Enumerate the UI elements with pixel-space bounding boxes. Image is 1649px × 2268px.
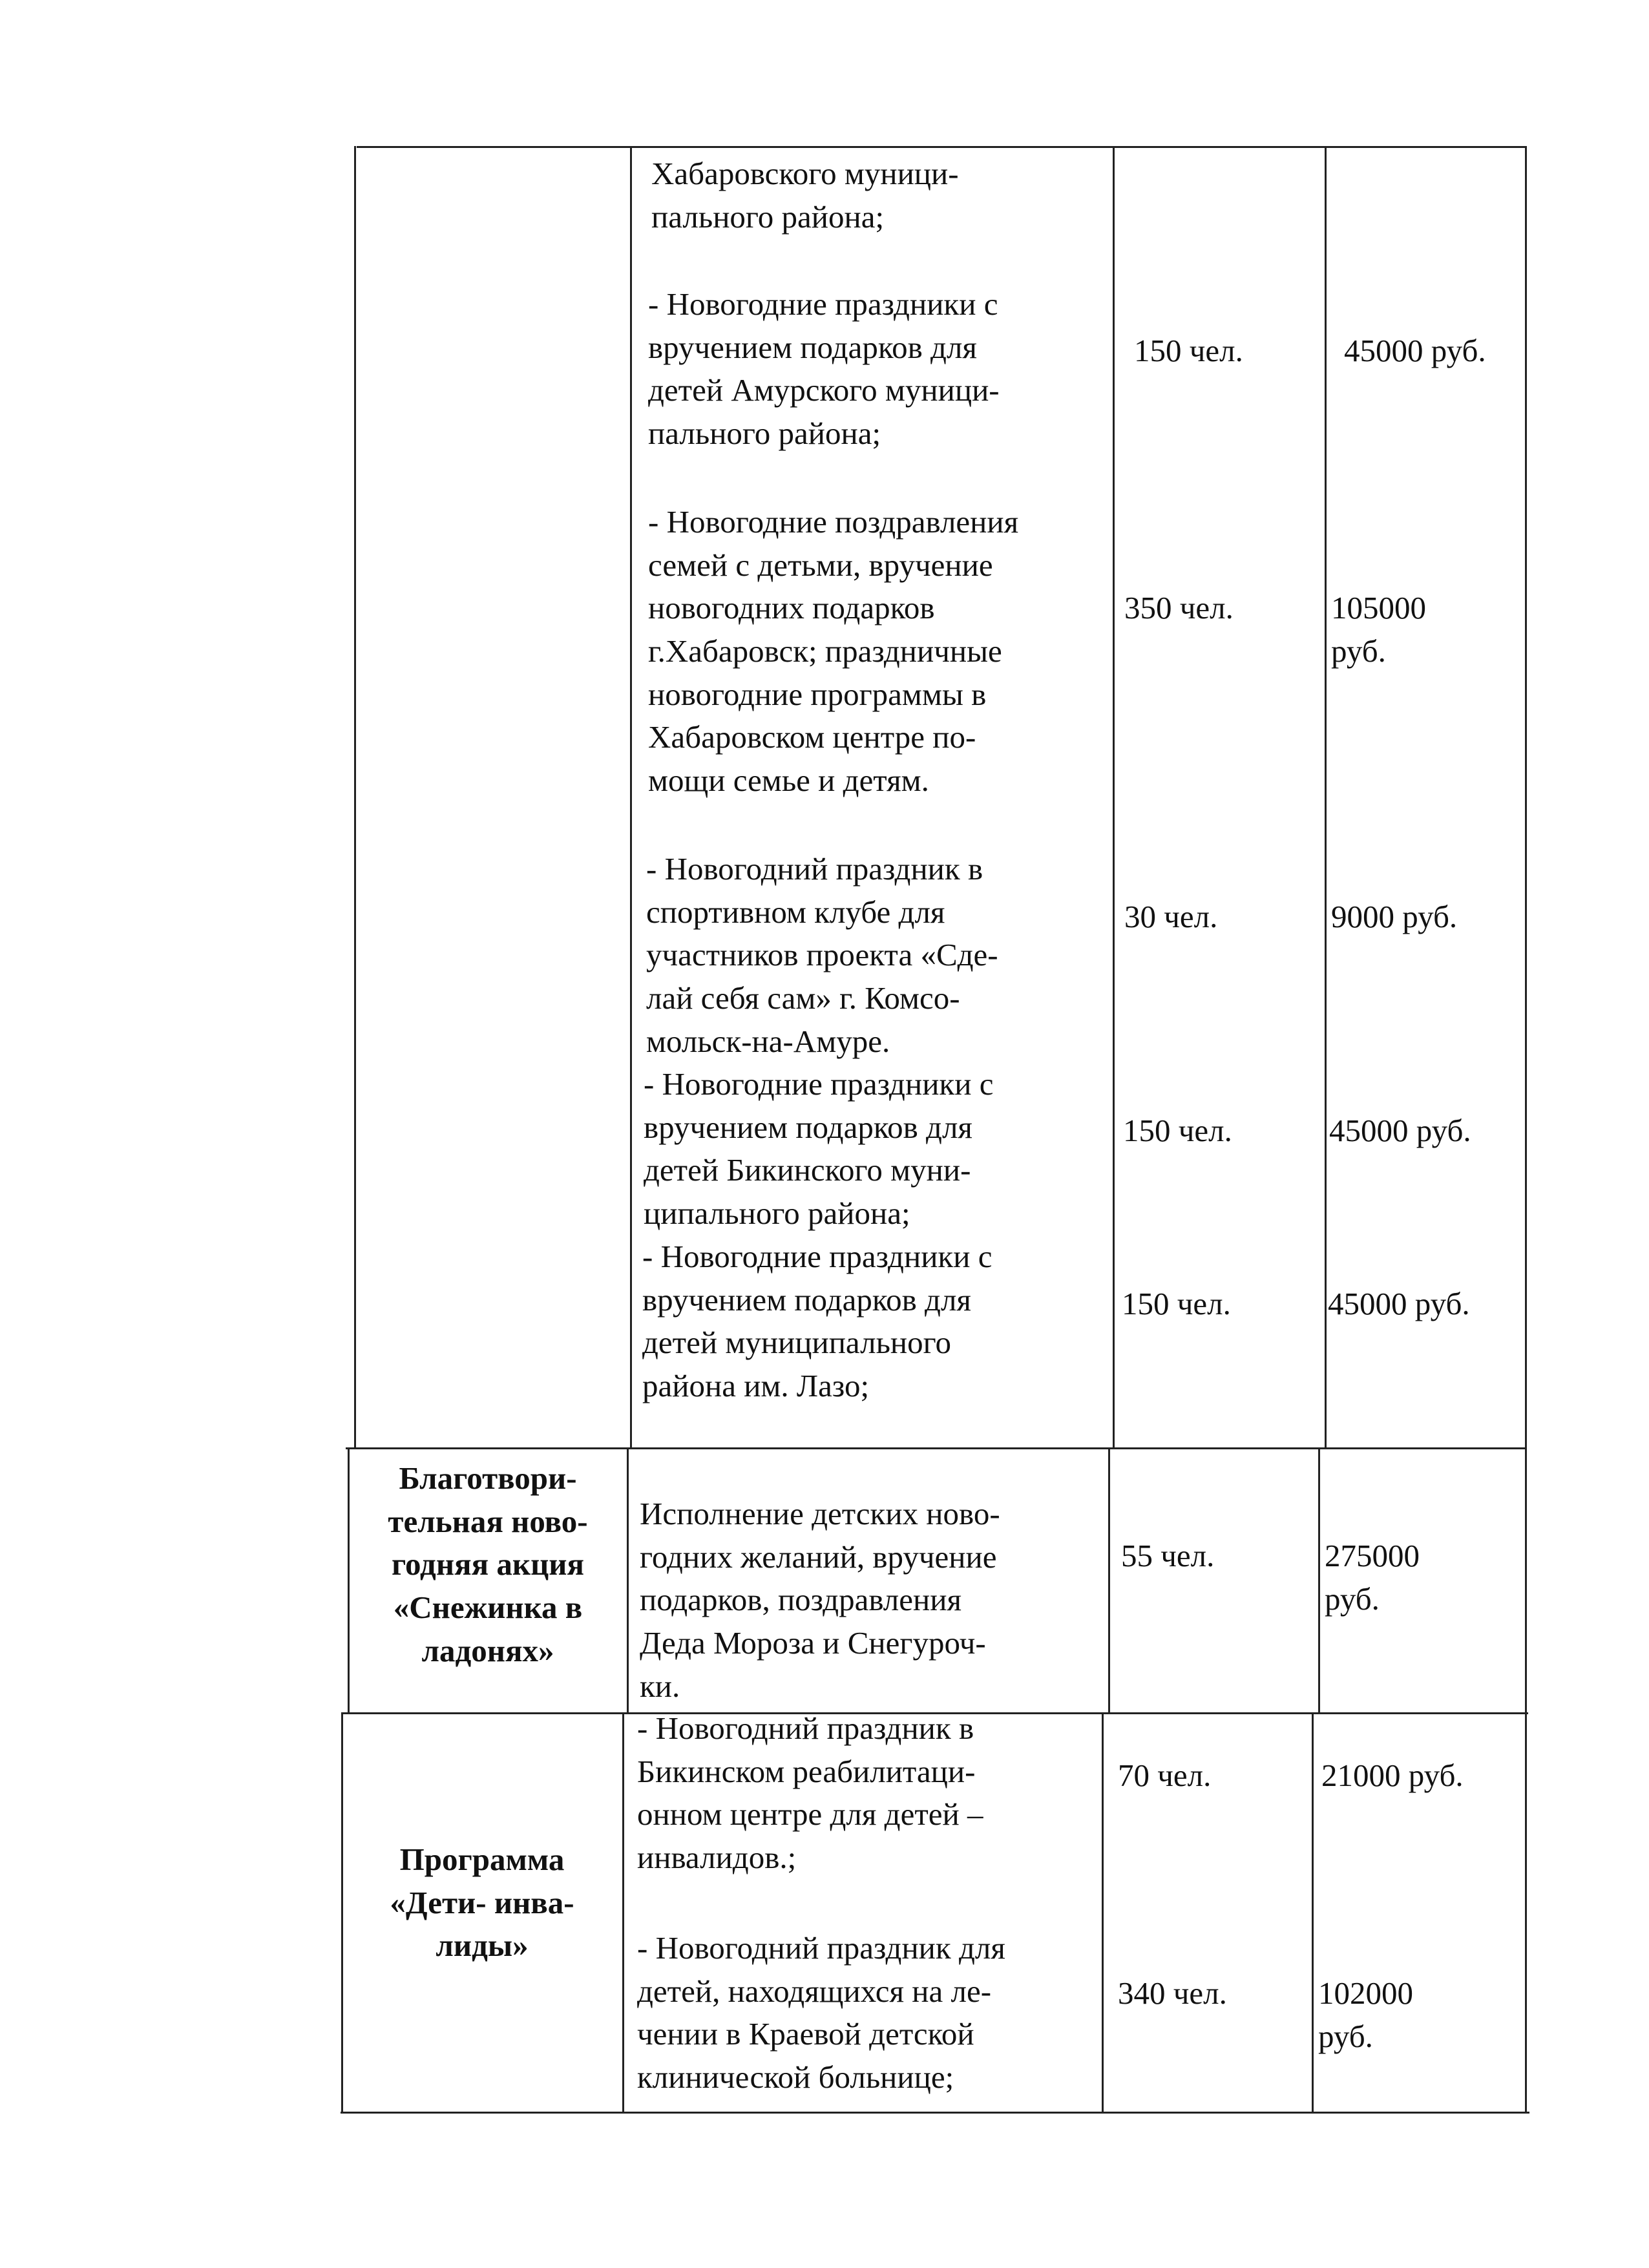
event-name-cell: Программа «Дети- инва- лиды» xyxy=(390,1842,574,1964)
column-divider-2 xyxy=(1113,146,1115,1447)
column-divider-2 xyxy=(1102,1712,1104,2113)
table-border-left xyxy=(354,146,356,1447)
column-divider-3 xyxy=(1325,146,1327,1447)
table-border-right xyxy=(1525,146,1527,2114)
amount-cell: 9000 руб. xyxy=(1331,899,1458,934)
description-cell: - Новогодние праздники с вручением подарков для детей муниципального района им. Лазо; xyxy=(642,1239,993,1404)
column-divider-1 xyxy=(622,1712,624,2113)
amount-cell: 102000 руб. xyxy=(1318,1975,1413,2054)
description-cell: - Новогодние праздники с вручением подарков для детей Амурского муници- пального района; xyxy=(648,286,1000,452)
table-border-bottom xyxy=(341,2112,1529,2114)
description-cell: - Новогодний праздник в Бикинском реабилитаци- онном центре для детей – инвалидов.; xyxy=(637,1710,983,1876)
participants-cell: 55 чел. xyxy=(1121,1538,1215,1573)
column-divider-2 xyxy=(1108,1447,1110,1712)
column-divider-1 xyxy=(627,1447,629,1712)
amount-cell: 45000 руб. xyxy=(1329,1113,1471,1148)
participants-cell: 350 чел. xyxy=(1124,590,1234,625)
description-cell: Хабаровского муници- пального района; xyxy=(651,156,959,235)
amount-cell: 45000 руб. xyxy=(1344,333,1486,368)
amount-cell: 21000 руб. xyxy=(1321,1758,1464,1793)
column-divider-3 xyxy=(1312,1712,1314,2113)
amount-cell: 45000 руб. xyxy=(1328,1286,1470,1321)
description-cell: Исполнение детских ново- годних желаний, вручение подарков, поздравления Деда Мороза и Снегуроч- ки. xyxy=(640,1496,1000,1704)
description-cell: - Новогодние праздники с вручением подарков для детей Бикинского муни- ципального района; xyxy=(644,1066,994,1232)
amount-cell: 105000 руб. xyxy=(1331,590,1426,669)
participants-cell: 150 чел. xyxy=(1123,1113,1232,1148)
description-cell: - Новогодний праздник для детей, находящихся на ле- чении в Краевой детской клинической больнице; xyxy=(637,1930,1005,2095)
participants-cell: 150 чел. xyxy=(1122,1286,1231,1321)
description-cell: - Новогодний праздник в спортивном клубе для участников проекта «Сде- лай себя сам» г. Комсо- мольск-на-Амуре. xyxy=(646,851,998,1059)
amount-cell: 275000 руб. xyxy=(1325,1538,1420,1617)
event-name-cell: Благотвори- тельная ново- годняя акция «Снежинка в ладонях» xyxy=(388,1460,588,1668)
participants-cell: 340 чел. xyxy=(1118,1975,1227,2011)
column-divider-1 xyxy=(630,146,632,1447)
row-divider-1 xyxy=(346,1447,1526,1449)
column-divider-3 xyxy=(1318,1447,1320,1712)
participants-cell: 30 чел. xyxy=(1124,899,1218,934)
description-cell: - Новогодние поздравления семей с детьми, вручение новогодних подарков г.Хабаровск; праздничные новогодние программы в Хабаровском центре по- мощи семье и детям. xyxy=(648,504,1019,799)
participants-cell: 150 чел. xyxy=(1134,333,1243,368)
participants-cell: 70 чел. xyxy=(1118,1758,1212,1793)
table-border-top xyxy=(357,146,1526,148)
